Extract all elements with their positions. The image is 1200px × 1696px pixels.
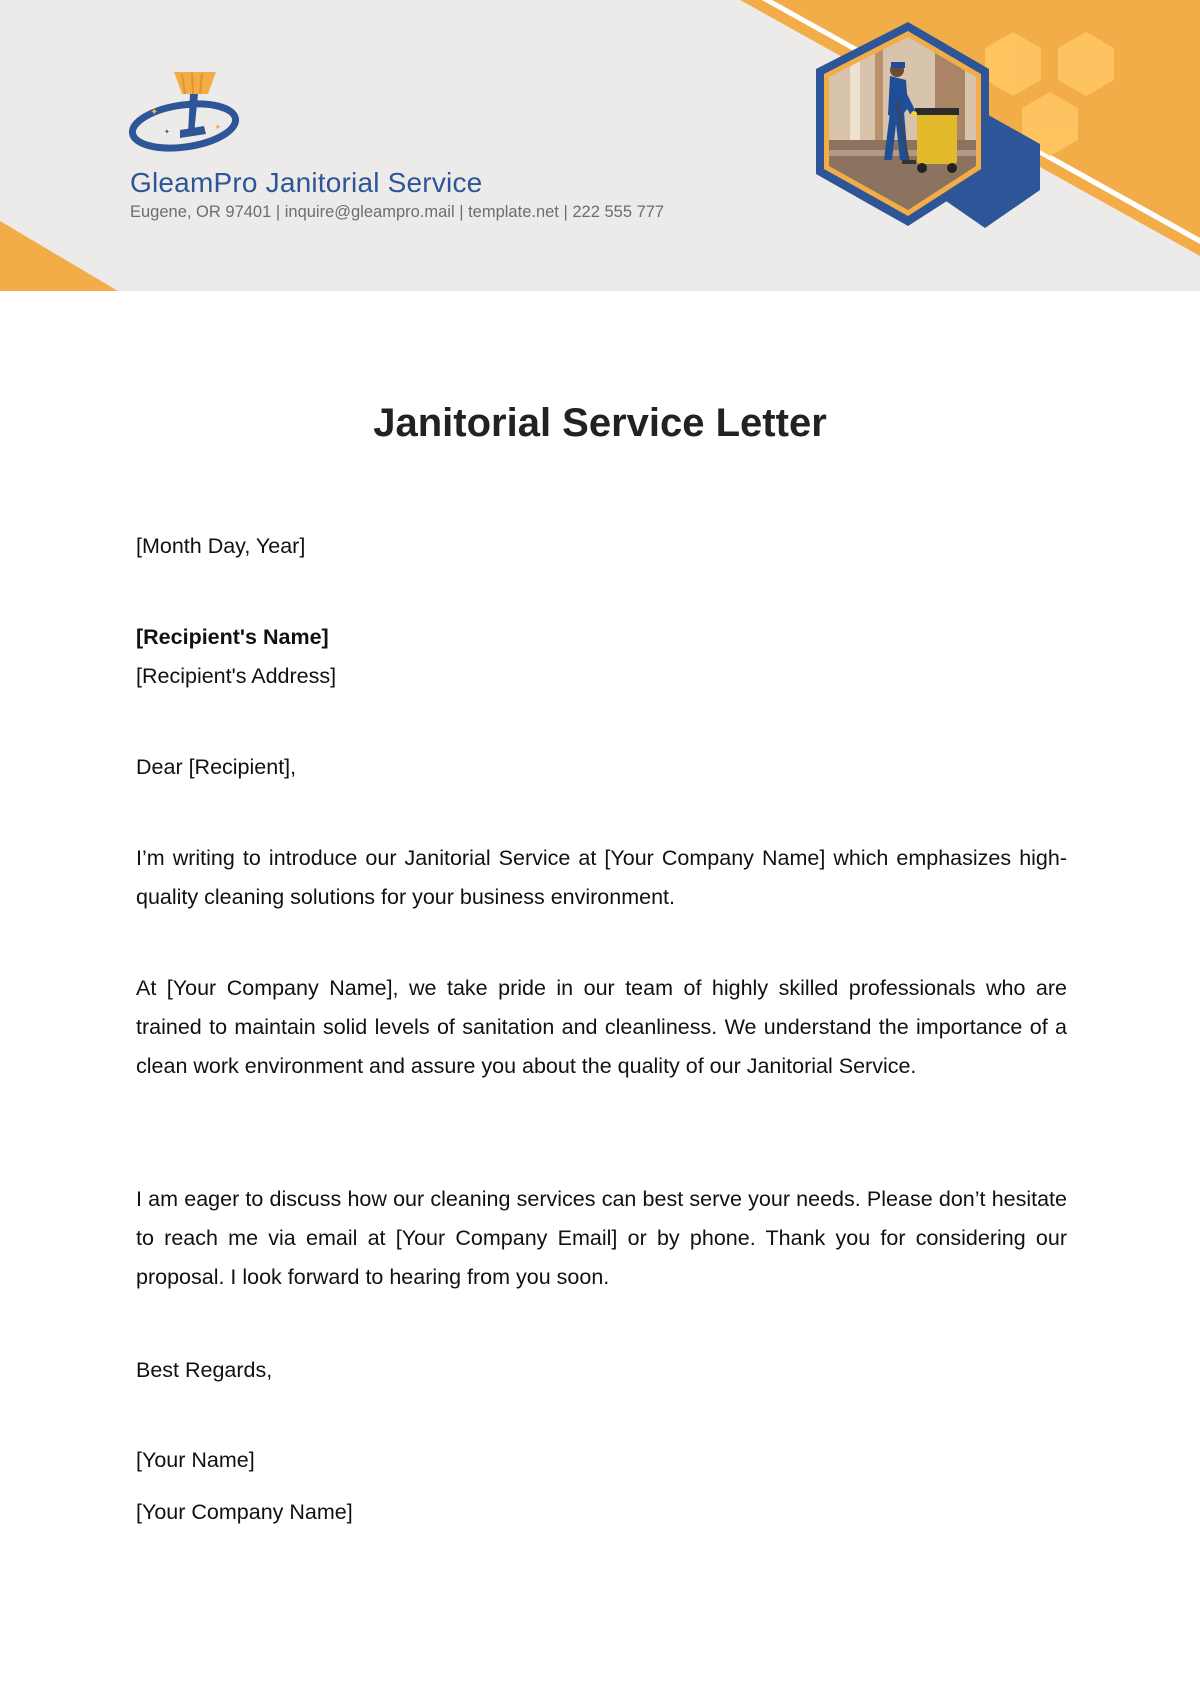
contact-info: Eugene, OR 97401 | inquire@gleampro.mail | template.net | 222 555 777 xyxy=(130,203,665,221)
sender-name: [Your Name] xyxy=(136,1448,255,1472)
svg-text:✦: ✦ xyxy=(150,107,159,118)
broom-logo-icon xyxy=(128,68,248,158)
paragraph-team: At [Your Company Name], we take pride in our team of highly skilled professionals who are trained to maintain solid levels of sanitation and cleanliness. We understand the importance of a clean work environment and assure you about the quality of our Janitorial Service. xyxy=(136,976,1067,1078)
sender-company: [Your Company Name] xyxy=(136,1500,353,1524)
paragraph-intro: I’m writing to introduce our Janitorial Service at [Your Company Name] which emphasizes high-quality cleaning solutions for your business environment. xyxy=(136,846,1067,909)
paragraph-closing: I am eager to discuss how our cleaning services can best serve your needs. Please don’t hesitate to reach me via email at [Your Company Email] or by phone. Thank you for considering our proposal. I look forward to hearing from you soon. xyxy=(136,1187,1067,1289)
letter-date: [Month Day, Year] xyxy=(136,534,306,558)
company-name: GleamPro Janitorial Service xyxy=(130,167,483,198)
closing-line: Best Regards, xyxy=(136,1358,273,1382)
letter-title: Janitorial Service Letter xyxy=(373,401,827,445)
recipient-name: [Recipient's Name] xyxy=(136,625,329,649)
svg-text:✦: ✦ xyxy=(218,104,226,114)
recipient-address: [Recipient's Address] xyxy=(136,664,337,688)
svg-text:✦: ✦ xyxy=(164,129,170,136)
letterhead xyxy=(0,0,1200,291)
svg-text:✦: ✦ xyxy=(214,122,222,132)
salutation: Dear [Recipient], xyxy=(136,755,297,779)
orange-triangle-left xyxy=(0,221,118,291)
